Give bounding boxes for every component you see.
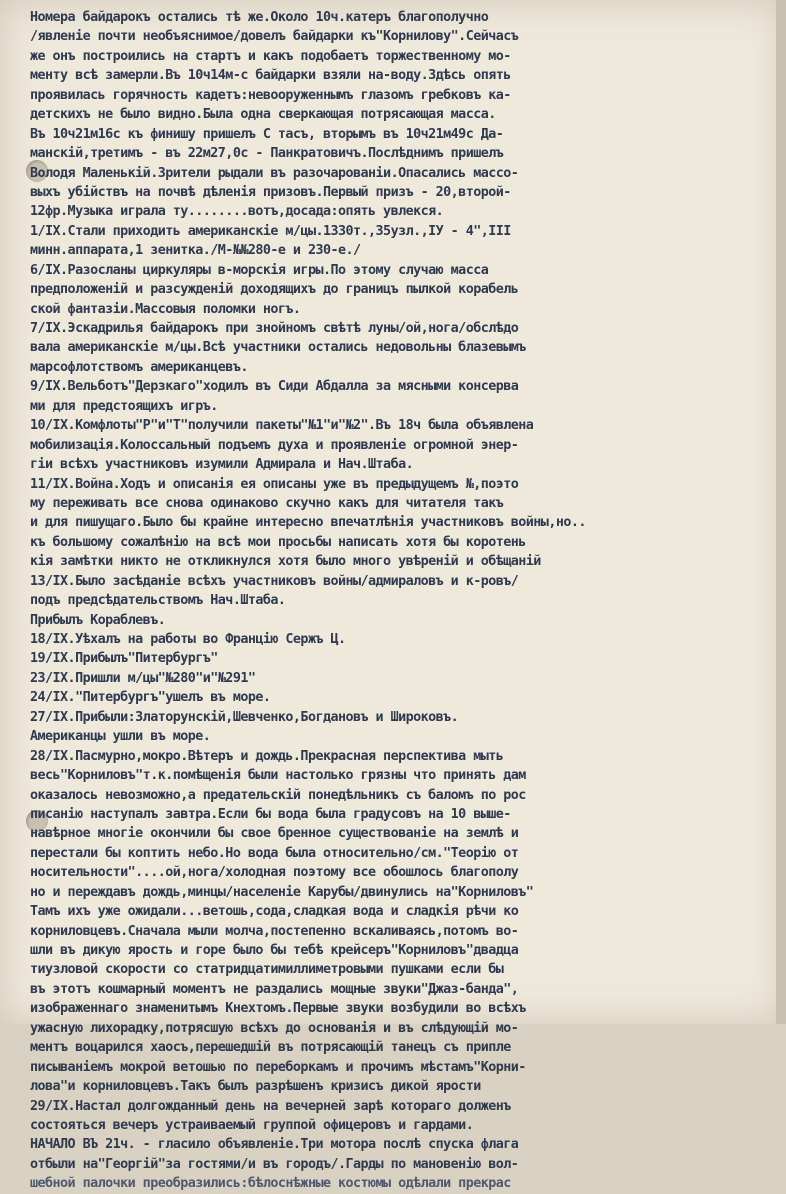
text-line: шебной палочки преобразились:бѣлоснѣжные костюмы одѣлали прекрас: [30, 1176, 511, 1192]
paper-edge: [776, 0, 786, 1024]
text-line: 27/IX.Прибыли:Златорунскій,Шевченко,Богдановъ и Широковъ.: [30, 709, 459, 725]
text-line: проявилась горячность кадетъ:невооруженнымъ глазомъ гребковъ ка-: [30, 87, 511, 103]
text-line: 7/IX.Эскадрилья байдарокъ при знойномъ свѣтѣ луны/ой,нога/обслѣдо: [30, 321, 519, 336]
text-line: писываніемъ мокрой ветошью по переборкамъ и прочимъ мѣстамъ"Корни-: [30, 1059, 526, 1075]
text-line: корниловцевъ.Сначала мыли молча,постепенно вскаливаясь,потомъ во-: [30, 923, 519, 939]
text-line: Американцы ушли въ море.: [30, 729, 211, 745]
text-line: 28/IX.Пасмурно,мокро.Вѣтеръ и дождь.Прекрасная перспектива мыть: [30, 748, 504, 764]
text-line: вала американскіе м/цы.Всѣ участники остались недовольны блазевымъ: [30, 340, 526, 356]
text-line: 13/IX.Было засѣданіе всѣхъ участниковъ войны/адмираловъ и к-ровъ/: [30, 573, 519, 589]
text-line: изображеннаго знаменитымъ Кнехтомъ.Первые звуки возбудили во всѣхъ: [30, 1001, 526, 1017]
text-line: ми для предстоящихъ игръ.: [30, 398, 218, 414]
text-line: и для пишущаго.Было бы крайне интересно впечатлѣнія участниковъ войны,но..: [30, 515, 586, 531]
text-line: 23/IX.Пришли м/цы"№280"и"№291": [30, 670, 256, 686]
text-line: тиузловой скорости со статридцатимиллиметровыми пушками если бы: [30, 962, 504, 978]
text-line: отбыли на"Георгій"за гостями/и въ городъ/.Гарды по мановенію вол-: [30, 1156, 519, 1172]
text-line: 6/IX.Разосланы циркуляры в-морскія игры.По этому случаю масса: [30, 262, 489, 278]
text-line: 9/IX.Вельботъ"Дерзкаго"ходилъ въ Сиди Абдалла за мясными консерва: [30, 379, 519, 395]
text-line: носительности"....ой,нога/холодная поэтому все обошлось благополу: [30, 865, 519, 881]
text-line: гіи всѣхъ участниковъ изумили Адмирала и Нач.Штаба.: [30, 457, 414, 473]
text-line: весь"Корниловъ"т.к.помѣщенія были настолько грязны что принять дам: [30, 768, 526, 784]
text-line: Номера байдарокъ остались тѣ же.Около 10ч.катеръ благополучно: [30, 10, 489, 25]
text-line: оказалось невозможно,а предательскій понедѣльникъ съ баломъ по рос: [30, 787, 526, 803]
text-line: ужасную лихорадку,потрясшую всѣхъ до основанія и въ слѣдующій мо-: [30, 1020, 519, 1036]
text-line: лова"и корниловцевъ.Такъ былъ разрѣшенъ кризисъ дикой ярости: [30, 1079, 481, 1095]
text-line: 10/IX.Комфлоты"Р"и"Т"получили пакеты"№1"и"№2".Въ 18ч была объявлена: [30, 418, 534, 434]
text-line: же онъ построились на стартъ и какъ подобаетъ торжественному мо-: [30, 48, 511, 64]
text-line: детскихъ не было видно.Была одна сверкающая потрясающая масса.: [30, 107, 496, 123]
text-line: въ этотъ кошмарный моментъ не раздались мощные звуки"Джаз-банда",: [30, 981, 519, 997]
text-line: му переживать все снова одинаково скучно какъ для читателя такъ: [30, 495, 504, 511]
text-line: ментъ воцарился хаосъ,перешедшій въ потрясающій танецъ съ припле: [30, 1040, 511, 1056]
text-line: 1/IX.Стали приходить американскіе м/цы.1330т.,35узл.,IУ - 4",III: [30, 223, 511, 239]
text-line: Прибылъ Кораблевъ.: [30, 612, 166, 628]
text-line: 18/IX.Уѣхалъ на работы во Францію Сержъ Ц.: [30, 632, 346, 647]
text-line: писанію наступалъ завтра.Если бы вода была градусовъ на 10 выше-: [30, 806, 511, 822]
text-line: къ большому сожалѣнію на всѣ мои просьбы написать хотя бы коротень: [30, 534, 526, 550]
text-line: шли въ дикую ярость и горе было бы тебѣ крейсеръ"Корниловъ"двадца: [30, 943, 519, 958]
text-line: выхъ убійствъ на почвѣ дѣленія призовъ.Первый призъ - 20,второй-: [30, 184, 511, 200]
text-line: Володя Маленькій.Зрители рыдали въ разочарованіи.Опасались массо-: [30, 165, 519, 181]
text-line: НАЧАЛО ВЪ 21ч. - гласило объявленіе.Три мотора послѣ спуска флага: [30, 1137, 519, 1153]
text-line: мобилизація.Колоссальный подъемъ духа и проявленіе огромной энер-: [30, 437, 519, 453]
text-line: состояться вечеръ устраиваемый группой офицеровъ и гардами.: [30, 1117, 474, 1133]
text-line: подъ предсѣдательствомъ Нач.Штаба.: [30, 593, 286, 609]
text-line: Въ 10ч21м16с къ финишу пришелъ С тасъ, вторымъ въ 10ч21м49с Да-: [30, 126, 504, 142]
text-line: менту всѣ замерли.Въ 10ч14м-с байдарки взяли на-воду.Здѣсь опять: [30, 68, 511, 84]
text-line: перестали бы коптить небо.Но вода была относительно/см."Теорію от: [30, 845, 519, 861]
text-line: /явленіе почти необъяснимое/довелъ байдарки къ"Корнилову".Сейчасъ: [30, 29, 519, 45]
text-line: манскій,третимъ - въ 22м27,0с - Панкратовичъ.Послѣднимъ пришелъ: [30, 146, 504, 162]
typewritten-text: [30, 8, 772, 1194]
text-line: марсофлотствомъ американцевъ.: [30, 359, 248, 375]
text-line: 12фр.Музыка играла ту........вотъ,досада:опять увлекся.: [30, 204, 444, 220]
text-line: предположеній и разсужденій доходящихъ до границъ пылкой корабель: [30, 282, 519, 298]
text-line: 19/IX.Прибылъ"Питербургъ": [30, 651, 218, 667]
text-line: 11/IX.Война.Ходъ и описанія ея описаны уже въ предыдущемъ №,поэто: [30, 476, 519, 492]
text-line: минн.аппарата,1 зенитка./М-№№280-е и 230-е./: [30, 243, 361, 259]
text-line: 24/IX."Питербургъ"ушелъ въ море.: [30, 690, 271, 706]
text-line: но и переждавъ дождь,минцы/населеніе Карубы/двинулись на"Корниловъ": [30, 884, 534, 900]
text-line: ской фантазіи.Массовыя поломки ногъ.: [30, 301, 301, 317]
text-line: навѣрное многіе окончили бы свое бренное существованіе на землѣ и: [30, 826, 519, 842]
text-line: Тамъ ихъ уже ожидали...ветошь,сода,сладкая вода и сладкія рѣчи ко: [30, 904, 519, 920]
text-line: кія замѣтки никто не откликнулся хотя было много увѣреній и обѣщаній: [30, 554, 541, 570]
text-line: 29/IX.Настал долгожданный день на вечерней зарѣ котораго долженъ: [30, 1098, 511, 1114]
